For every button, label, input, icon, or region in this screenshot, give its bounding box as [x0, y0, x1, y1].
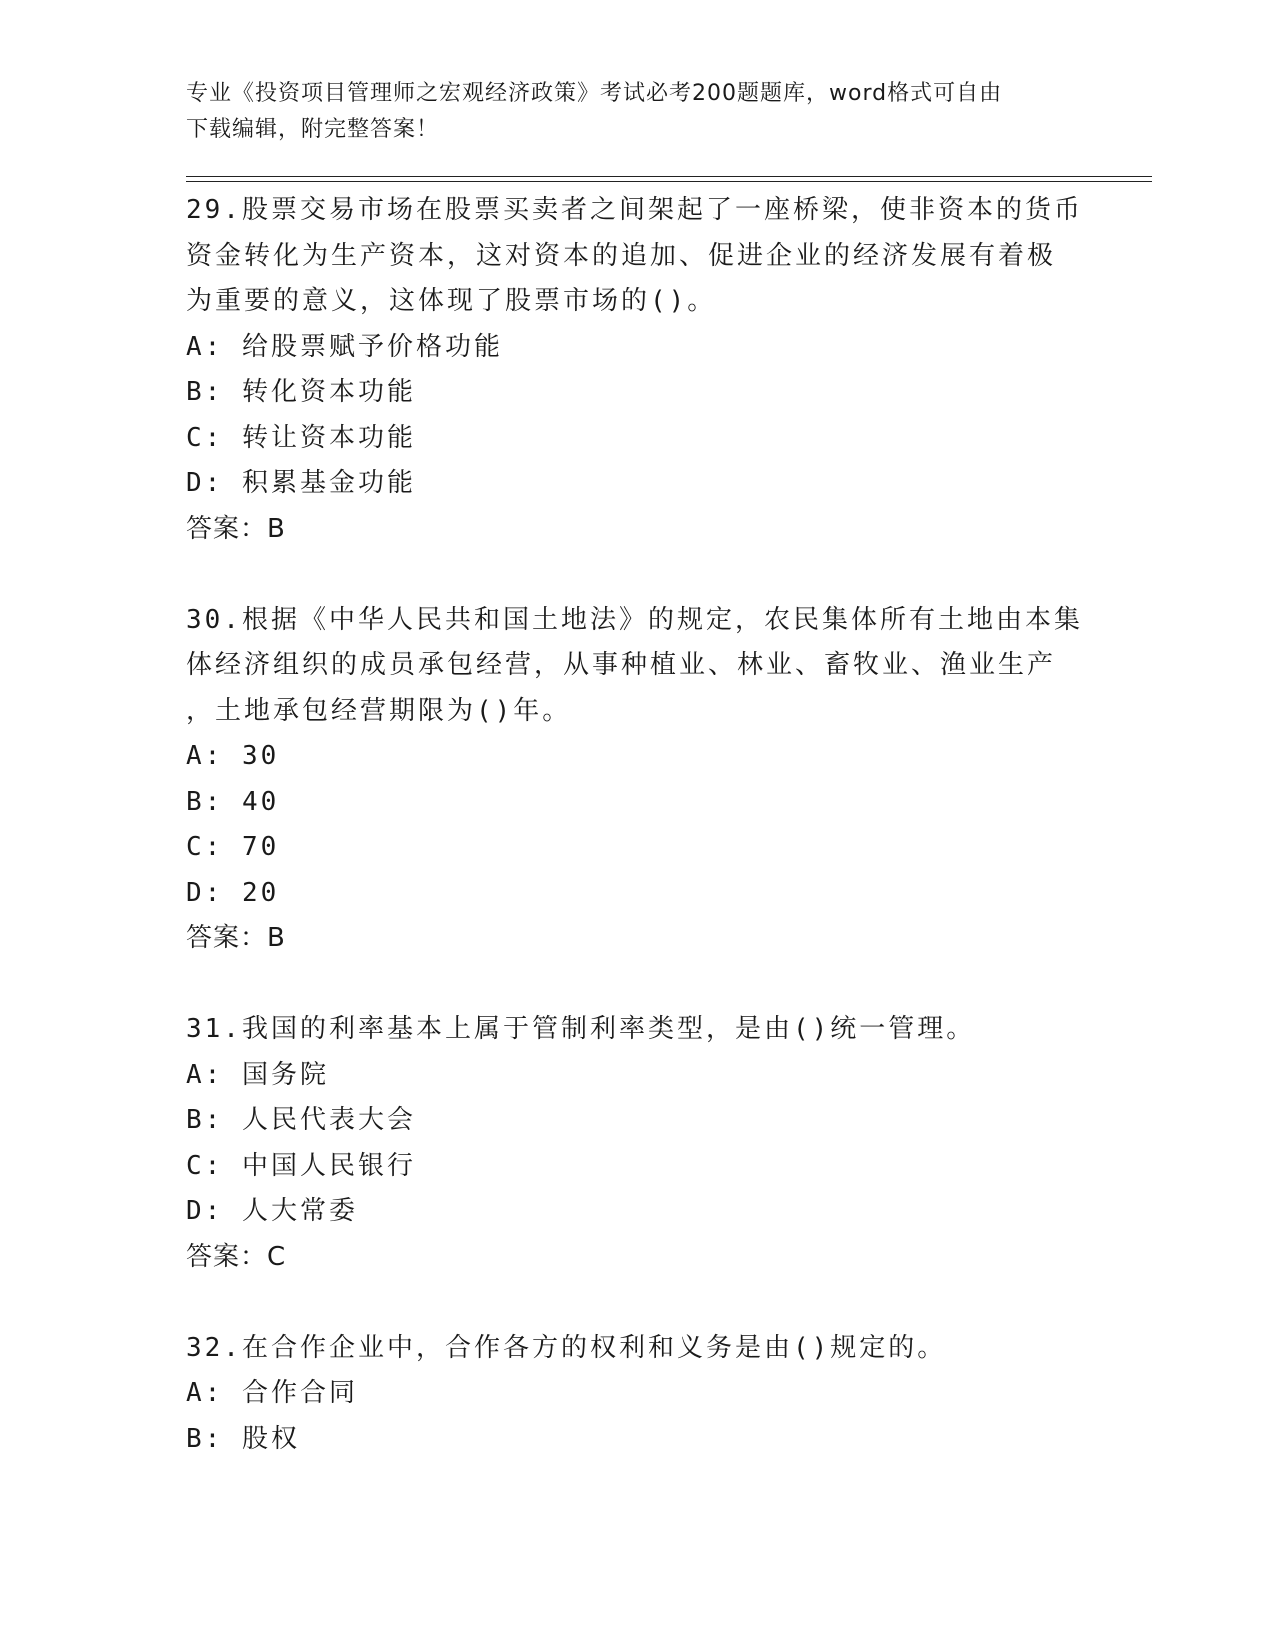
question-text: [186, 188, 1086, 325]
question-line: 30.根据《中华人民共和国土地法》的规定，农民集体所有土地由本集: [186, 604, 1083, 635]
option-c: C: 70: [186, 832, 280, 862]
question-list: [186, 188, 1086, 1462]
option-b: B: 股权: [186, 1423, 300, 1454]
question-29: [186, 188, 1086, 552]
question-line: ，土地承包经营期限为()年。: [186, 695, 572, 726]
question-text: [186, 1326, 1086, 1372]
question-line: 为重要的意义，这体现了股票市场的()。: [186, 286, 717, 316]
option-b: B: 40: [186, 786, 280, 817]
question-line: 32.在合作企业中，合作各方的权利和义务是由()规定的。: [186, 1332, 947, 1363]
option-a: A: 合作合同: [186, 1378, 358, 1408]
answer-label: 答案：C: [186, 1241, 287, 1272]
answer-label: 答案：B: [186, 923, 286, 953]
header-rule-bottom: [186, 181, 1152, 182]
header-line-1: 专业《投资项目管理师之宏观经济政策》考试必考200题题库，word格式可自由: [186, 81, 1003, 106]
option-a: A: 给股票赋予价格功能: [186, 331, 503, 362]
option-b: B: 人民代表大会: [186, 1105, 416, 1135]
spacer: [186, 962, 1086, 1008]
option-a: A: 30: [186, 741, 280, 771]
option-d: D: 20: [186, 877, 280, 908]
question-text: [186, 598, 1086, 735]
option-d: D: 积累基金功能: [186, 468, 416, 498]
answer-label: 答案：B: [186, 513, 286, 544]
document-header: [186, 76, 1076, 148]
question-line: 体经济组织的成员承包经营，从事种植业、林业、畜牧业、渔业生产: [186, 650, 1057, 680]
spacer: [186, 1280, 1086, 1326]
question-line: 29.股票交易市场在股票买卖者之间架起了一座桥梁，使非资本的货币: [186, 195, 1083, 225]
question-text: [186, 1007, 1086, 1053]
question-31: [186, 1007, 1086, 1280]
question-32: [186, 1326, 1086, 1463]
option-a: A: 国务院: [186, 1059, 329, 1090]
header-rule-top: [186, 176, 1152, 177]
option-c: C: 中国人民银行: [186, 1150, 416, 1181]
question-line: 31.我国的利率基本上属于管制利率类型，是由()统一管理。: [186, 1014, 976, 1044]
question-30: [186, 598, 1086, 962]
spacer: [186, 552, 1086, 598]
option-d: D: 人大常委: [186, 1196, 358, 1226]
option-b: B: 转化资本功能: [186, 377, 416, 407]
question-line: 资金转化为生产资本，这对资本的追加、促进企业的经济发展有着极: [186, 240, 1057, 271]
header-line-2: 下载编辑，附完整答案！: [186, 117, 440, 142]
option-c: C: 转让资本功能: [186, 422, 416, 453]
